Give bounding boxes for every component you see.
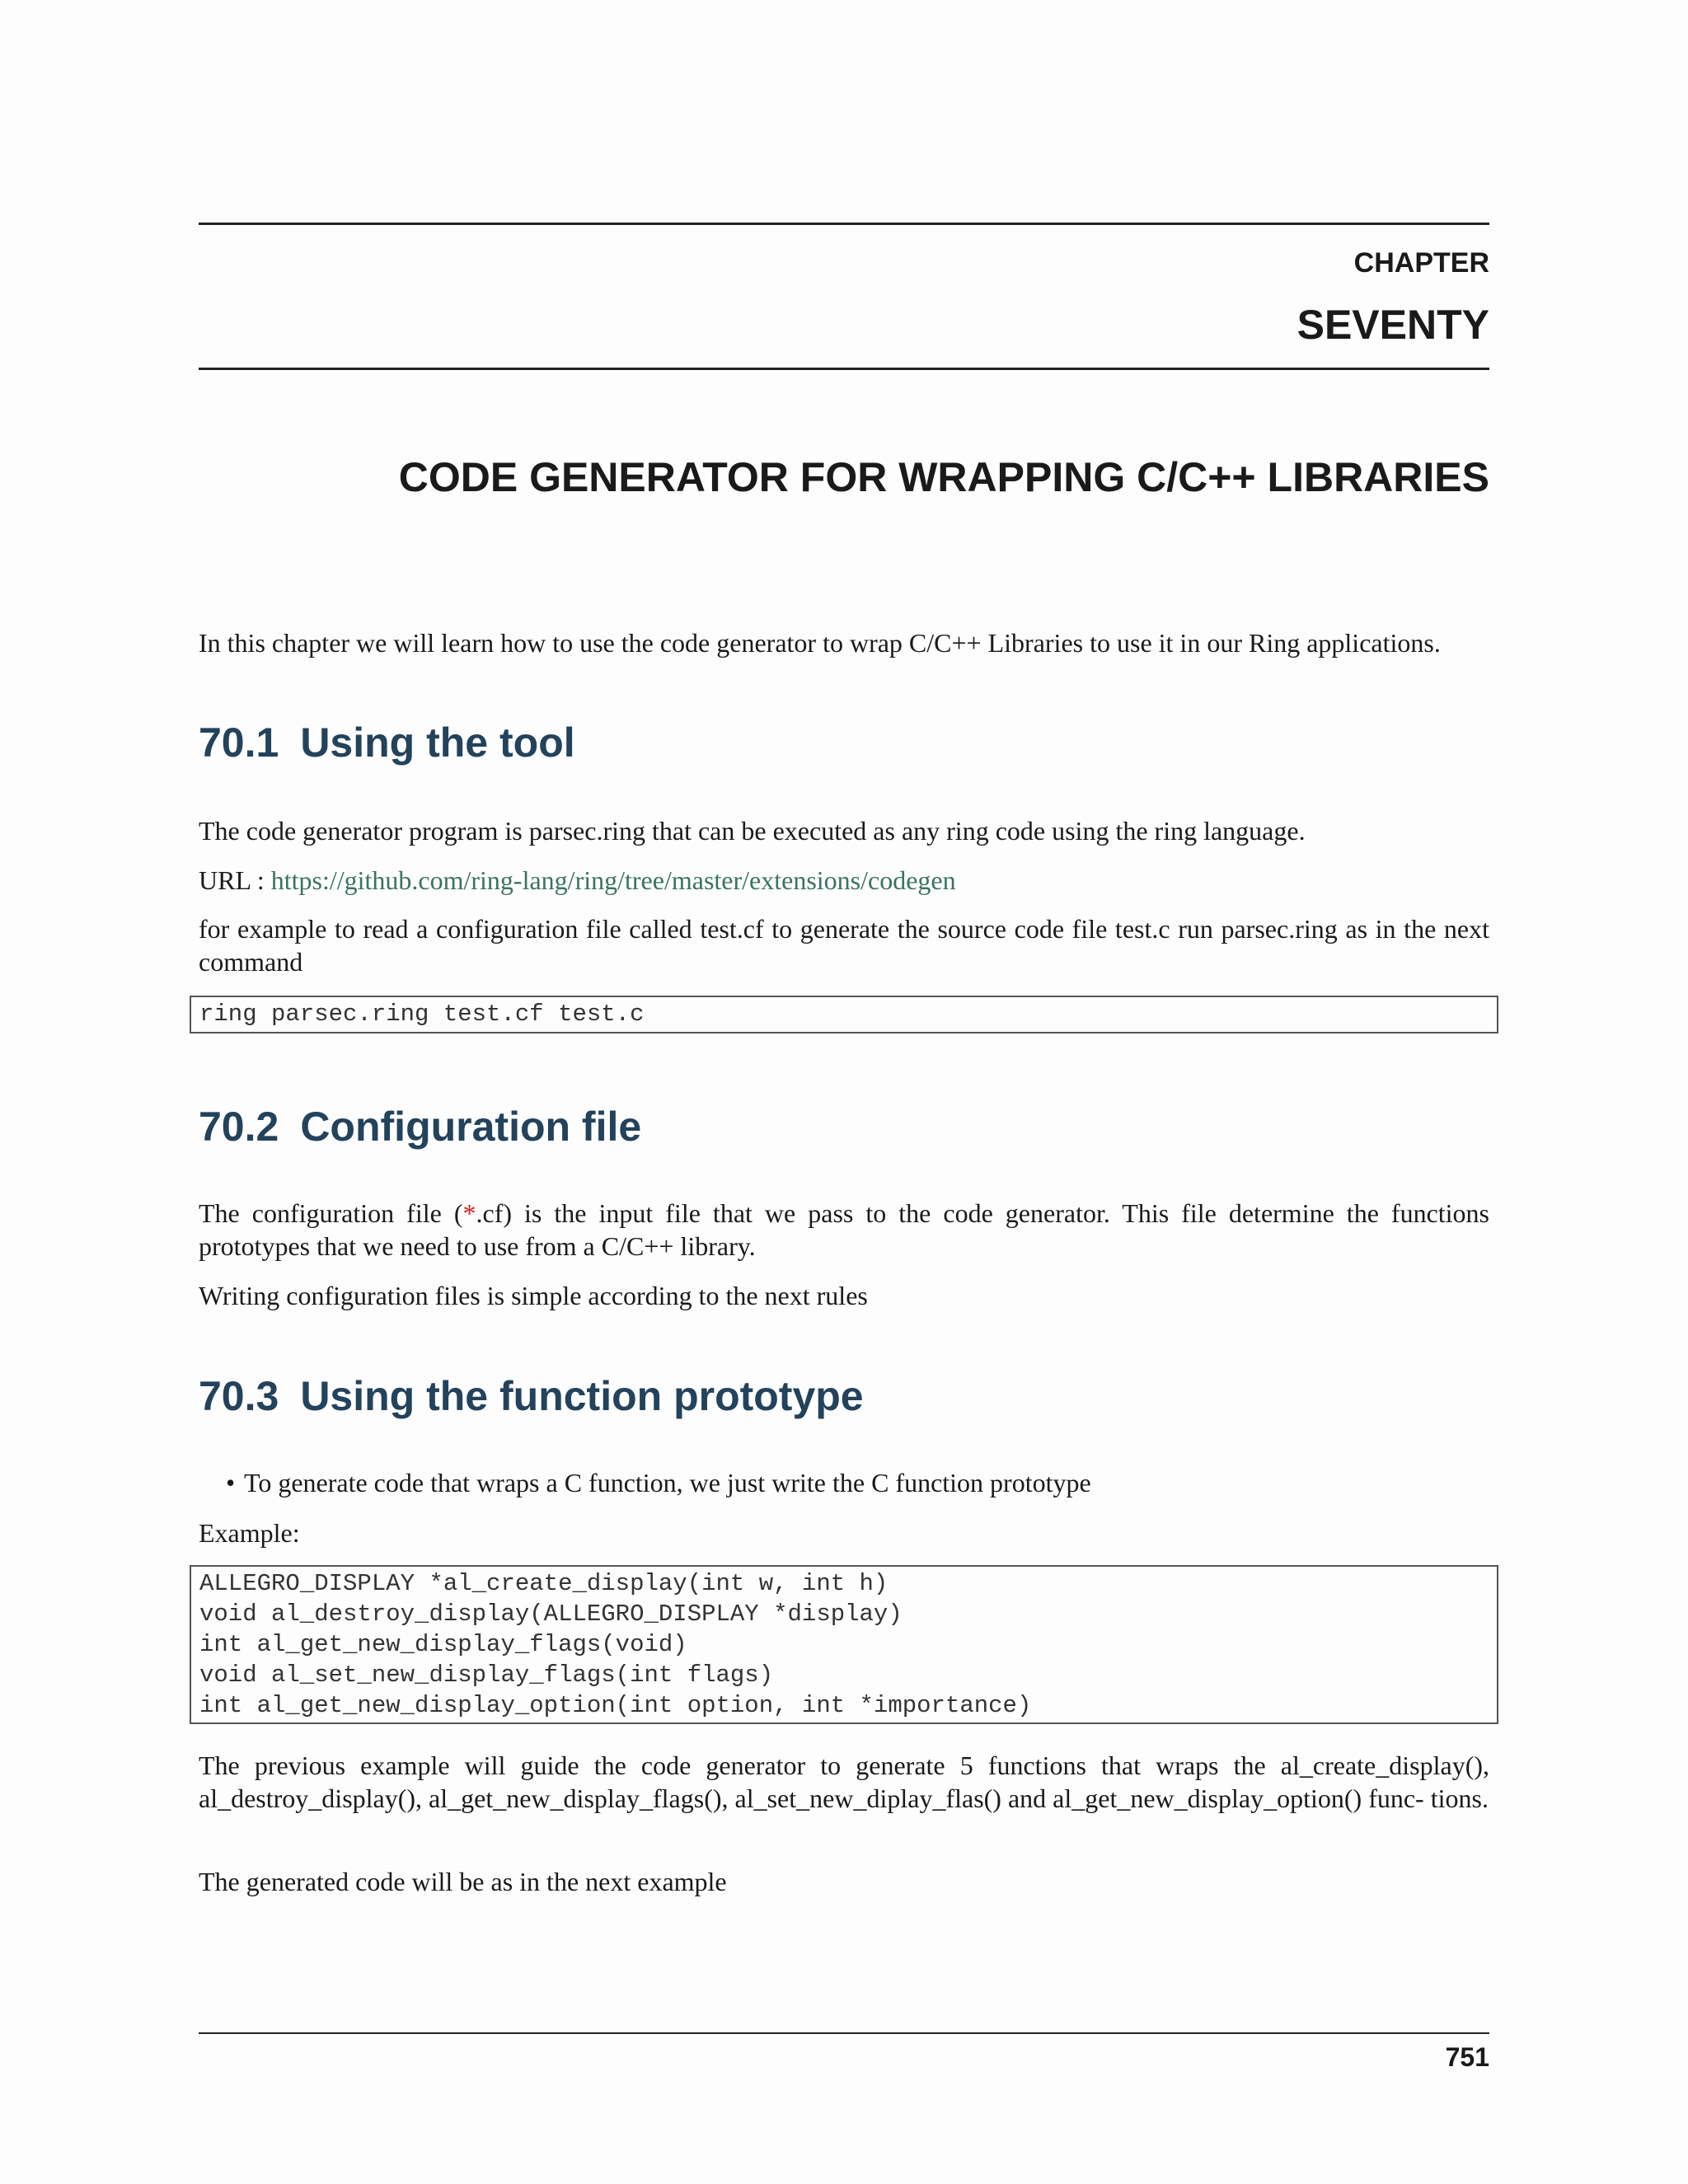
bullet-icon: • bbox=[226, 1468, 236, 1497]
section2-paragraph-2: Writing configuration files is simple according to the next rules bbox=[199, 1281, 868, 1310]
section-title: Using the tool bbox=[300, 719, 575, 766]
url-label: URL : bbox=[199, 865, 271, 895]
section3-paragraph: The previous example will guide the code generator to generate 5 functions that wraps the al_create_display(), al_destroy_display(), al_get_new_display_flags(), al_set_new_diplay_flas() and al_get_new_display_option() func- tions. bbox=[199, 1750, 1489, 1813]
section-number: 70.3 bbox=[199, 1373, 279, 1419]
intro-paragraph: In this chapter we will learn how to use the code generator to wrap C/C++ Libraries to use it in our Ring applications. bbox=[199, 628, 1441, 658]
code-line: ALLEGRO_DISPLAY *al_create_display(int w, int h) bbox=[199, 1570, 889, 1597]
section2-paragraph bbox=[199, 1197, 1489, 1263]
url-line bbox=[199, 864, 1489, 897]
header-bottom-rule bbox=[199, 368, 1489, 370]
header-top-rule bbox=[199, 223, 1489, 225]
section-title: Configuration file bbox=[300, 1104, 642, 1150]
chapter-number: SEVENTY bbox=[1296, 302, 1489, 348]
section-number: 70.1 bbox=[199, 719, 279, 766]
code-line: void al_destroy_display(ALLEGRO_DISPLAY *display) bbox=[199, 1601, 903, 1628]
bullet-text: To generate code that wraps a C function, we just write the C function prototype bbox=[244, 1468, 1091, 1497]
bullet-item bbox=[226, 1466, 1091, 1499]
section2-text-before: The configuration file ( bbox=[199, 1198, 463, 1228]
chapter-title: CODE GENERATOR FOR WRAPPING C/C++ LIBRARIES bbox=[398, 454, 1489, 500]
example-label: Example: bbox=[199, 1518, 300, 1548]
section1-paragraph-2: for example to read a configuration file called test.cf to generate the source code file test.c run parsec.ring as in the next command bbox=[199, 914, 1489, 977]
page-number: 751 bbox=[1445, 2042, 1489, 2072]
codegen-url-link[interactable]: https://github.com/ring-lang/ring/tree/master/extensions/codegen bbox=[270, 865, 956, 895]
command-code-line: ring parsec.ring test.cf test.c bbox=[199, 1001, 645, 1028]
code-line: int al_get_new_display_option(int option, int *importance) bbox=[199, 1692, 1032, 1719]
section2-text-after: .cf) is the input file that we pass to the code generator. This file determine the functions prototypes that we need to use from a C/C++ library. bbox=[199, 1198, 1490, 1261]
code-line: int al_get_new_display_flags(void) bbox=[199, 1631, 687, 1658]
footer-rule bbox=[199, 2032, 1489, 2034]
section-heading-function-prototype bbox=[199, 1372, 864, 1420]
section-heading-configuration-file bbox=[199, 1103, 641, 1151]
prototype-code-block bbox=[190, 1565, 1498, 1724]
section-heading-using-the-tool bbox=[199, 719, 575, 766]
section3-paragraph-2: The generated code will be as in the next example bbox=[199, 1867, 727, 1896]
chapter-label: CHAPTER bbox=[1353, 247, 1489, 279]
section1-paragraph: The code generator program is parsec.ring that can be executed as any ring code using the ring language. bbox=[199, 816, 1306, 846]
asterisk-link[interactable]: * bbox=[462, 1198, 476, 1228]
code-line: void al_set_new_display_flags(int flags) bbox=[199, 1661, 774, 1689]
section-number: 70.2 bbox=[199, 1104, 279, 1150]
section-title: Using the function prototype bbox=[300, 1373, 864, 1419]
command-code-block bbox=[190, 996, 1498, 1033]
